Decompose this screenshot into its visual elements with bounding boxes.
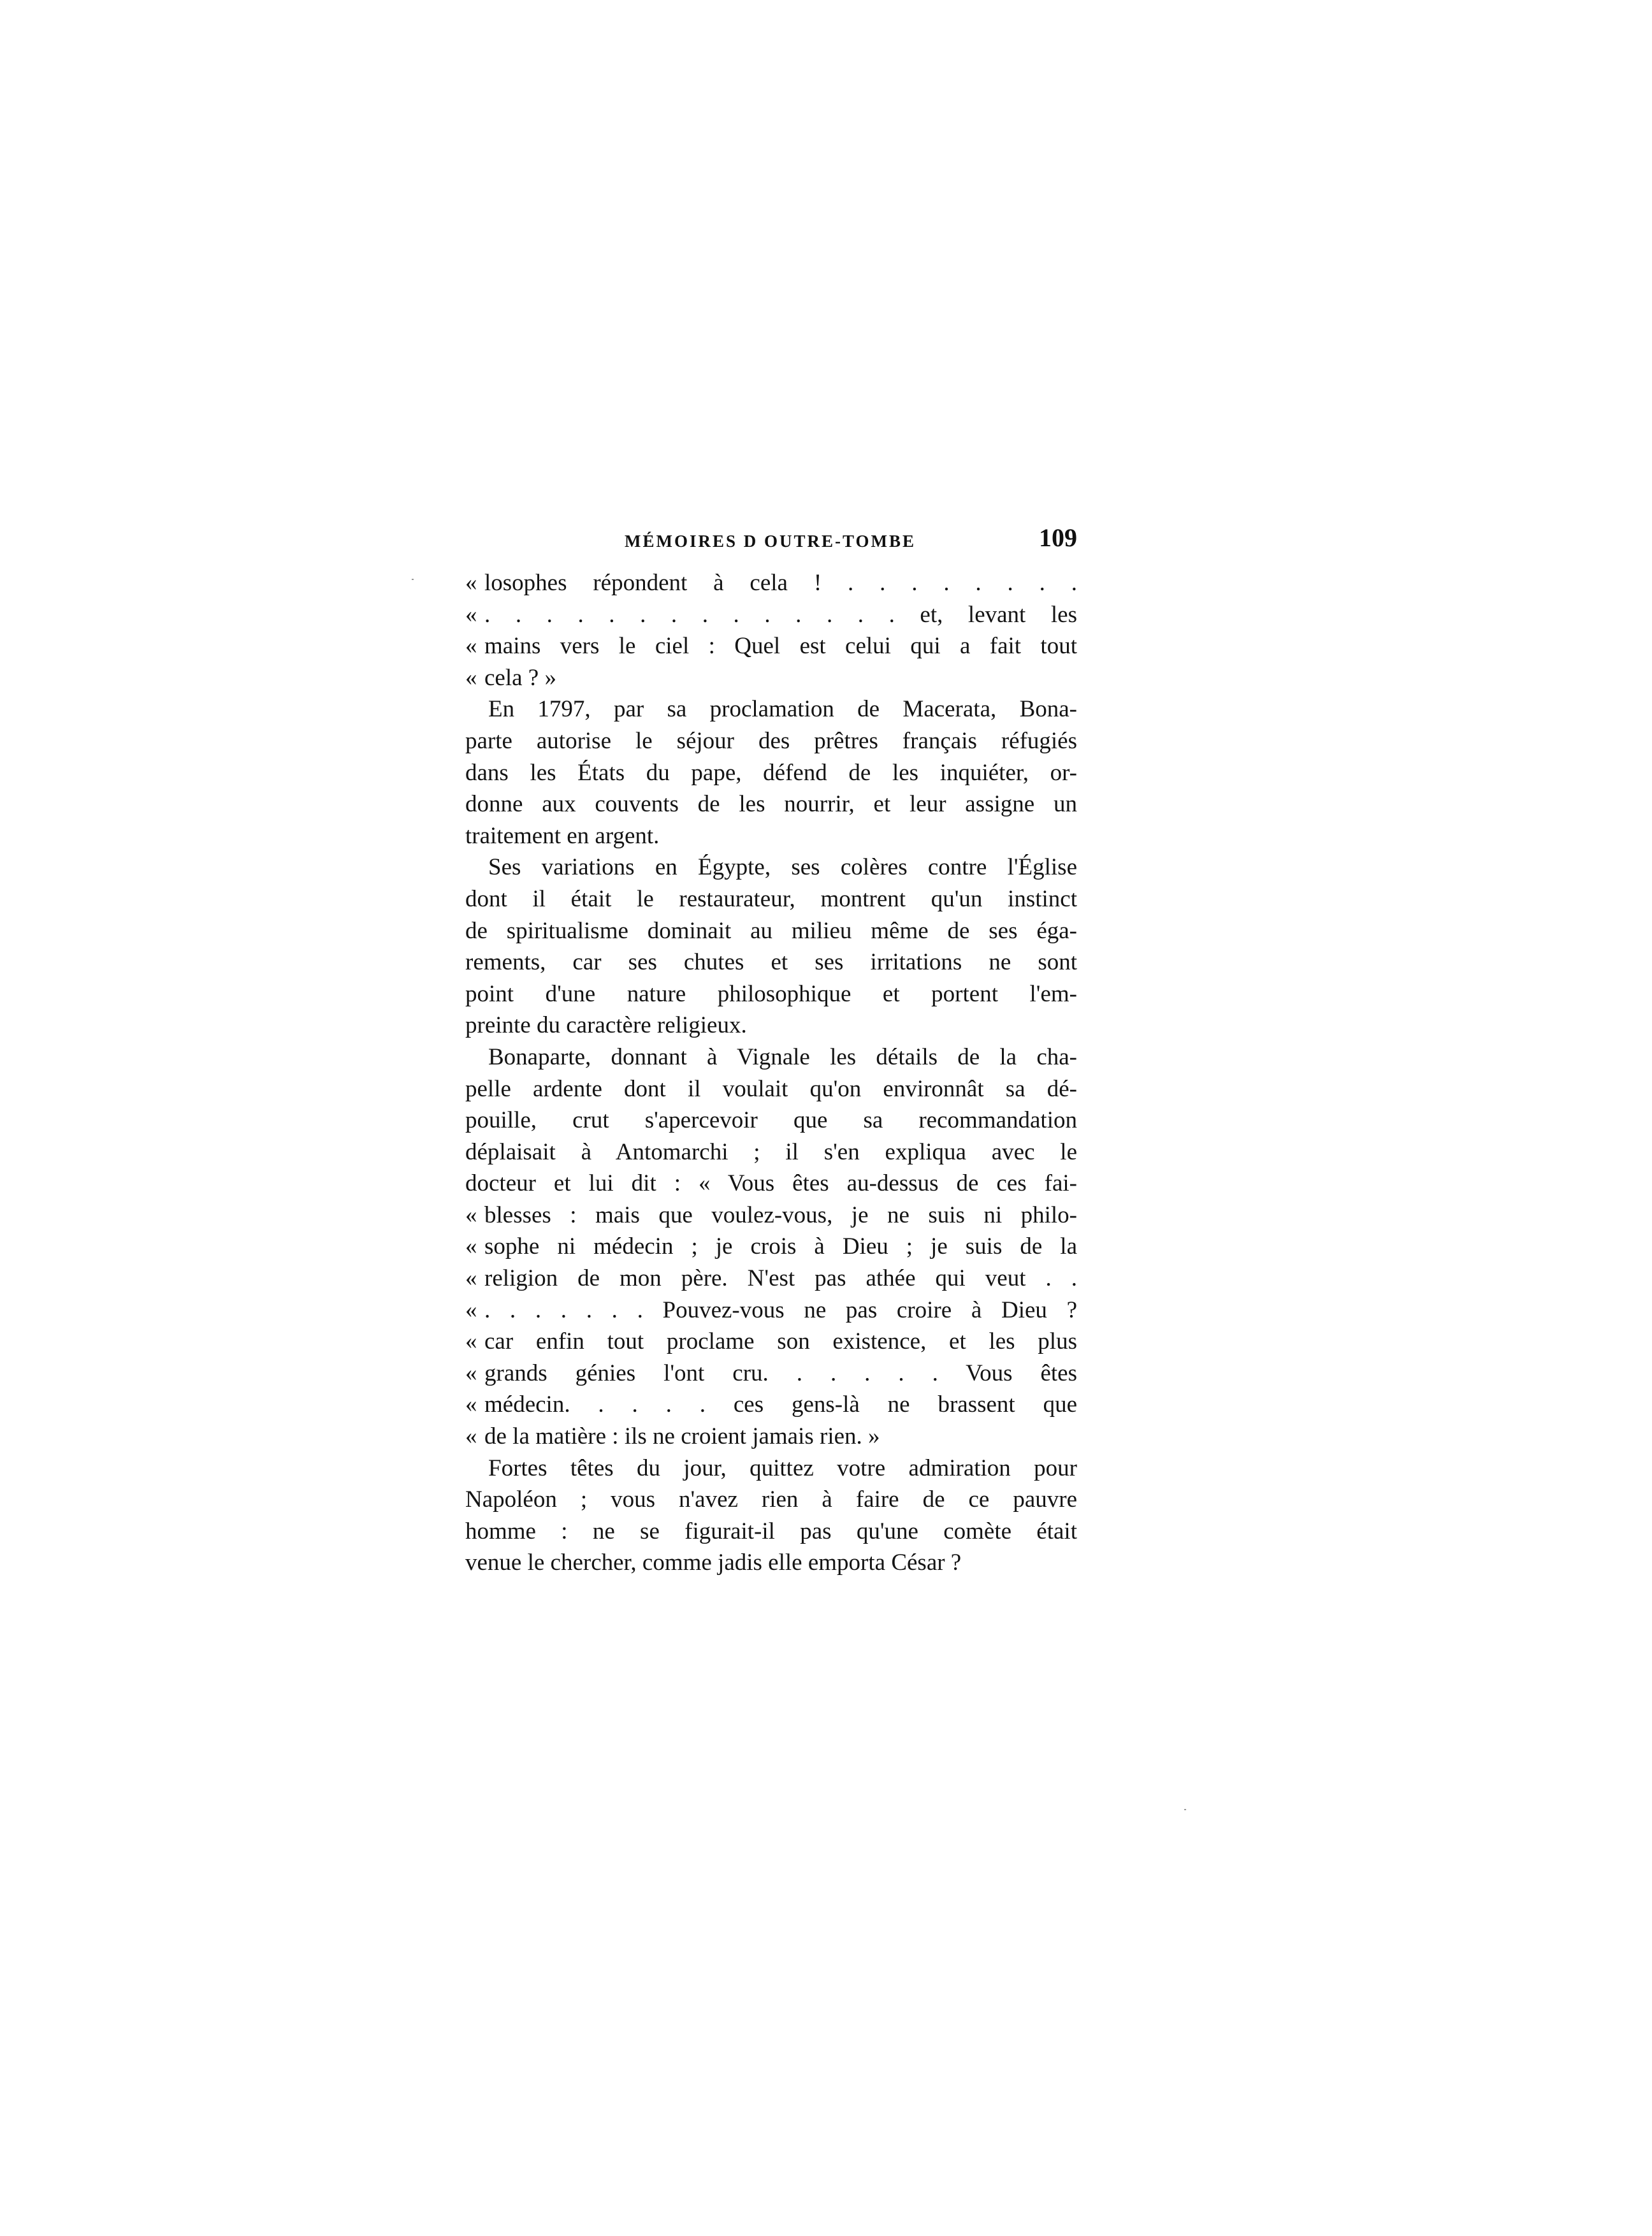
line-text: pouille, crut s'apercevoir que sa recommandation — [465, 1107, 1077, 1134]
line-text: car enfin tout proclame son existence, et les plus — [484, 1328, 1077, 1355]
line-text: . . . . . . . Pouvez-vous ne pas croire à Dieu ? — [484, 1296, 1077, 1323]
line-text: donne aux couvents de les nourrir, et leur assigne un — [465, 791, 1077, 818]
text-line — [465, 693, 1077, 725]
text-line — [465, 1168, 1077, 1200]
line-text: Ses variations en Égypte, ses colères contre l'Église — [488, 854, 1077, 881]
text-line — [465, 567, 1077, 599]
text-line — [465, 599, 1077, 631]
text-line — [465, 757, 1077, 789]
quote-mark: « — [465, 1360, 477, 1386]
line-text: . . . . . . . . . . . . . . et, levant les — [484, 601, 1077, 628]
line-text: médecin. . . . . ces gens-là ne brassent que — [484, 1391, 1077, 1418]
line-text: grands génies l'ont cru. . . . . . Vous êtes — [484, 1360, 1077, 1386]
line-text: cela ? » — [484, 664, 556, 691]
quote-mark: « — [465, 664, 477, 691]
text-line — [465, 1326, 1077, 1358]
line-text: preinte du caractère religieux. — [465, 1012, 747, 1039]
line-text: Fortes têtes du jour, quittez votre admiration pour — [488, 1455, 1077, 1481]
line-text: traitement en argent. — [465, 822, 660, 849]
line-text: En 1797, par sa proclamation de Macerata, Bona- — [488, 696, 1077, 723]
quote-mark: « — [465, 633, 477, 660]
line-text: docteur et lui dit : « Vous êtes au-dessus de ces fai- — [465, 1170, 1077, 1197]
scan-speck — [412, 579, 414, 580]
line-text: dans les États du pape, défend de les inquiéter, or- — [465, 759, 1077, 786]
line-text: religion de mon père. N'est pas athée qui veut . . — [484, 1265, 1077, 1292]
text-line — [465, 1358, 1077, 1390]
text-line — [465, 788, 1077, 820]
line-text: venue le chercher, comme jadis elle emporta César ? — [465, 1550, 962, 1576]
line-text: déplaisait à Antomarchi ; il s'en expliqua avec le — [465, 1138, 1077, 1165]
line-text: pelle ardente dont il voulait qu'on environnât sa dé- — [465, 1075, 1077, 1102]
line-text: dont il était le restaurateur, montrent qu'un instinct — [465, 885, 1077, 912]
text-line — [465, 1389, 1077, 1421]
text-line — [465, 852, 1077, 883]
page-number: 109 — [1039, 523, 1077, 552]
quote-mark: « — [465, 1391, 477, 1418]
line-text: losophes répondent à cela ! . . . . . . . . — [484, 570, 1077, 596]
text-line — [465, 947, 1077, 978]
text-line — [465, 1263, 1077, 1295]
scan-speck — [1184, 1809, 1186, 1810]
text-line — [465, 1200, 1077, 1231]
text-line — [465, 1547, 1077, 1579]
text-line — [465, 1010, 1077, 1042]
text-line — [465, 1295, 1077, 1326]
text-line — [465, 662, 1077, 694]
text-line — [465, 1136, 1077, 1168]
text-line — [465, 1516, 1077, 1548]
line-text: point d'une nature philosophique et portent l'em- — [465, 980, 1077, 1007]
text-line — [465, 1073, 1077, 1105]
text-line — [465, 915, 1077, 947]
line-text: rements, car ses chutes et ses irritations ne sont — [465, 949, 1077, 976]
quote-mark: « — [465, 601, 477, 628]
quote-mark: « — [465, 1328, 477, 1355]
text-line — [465, 1421, 1077, 1453]
body-text — [465, 567, 1077, 1579]
quote-mark: « — [465, 1265, 477, 1292]
text-line — [465, 1042, 1077, 1073]
running-title: MÉMOIRES D OUTRE-TOMBE — [625, 532, 917, 551]
text-line — [465, 1484, 1077, 1516]
line-text: mains vers le ciel : Quel est celui qui a fait tout — [484, 633, 1077, 660]
text-line — [465, 1231, 1077, 1263]
line-text: Bonaparte, donnant à Vignale les détails de la cha- — [488, 1043, 1077, 1070]
page-header — [465, 523, 1077, 561]
line-text: sophe ni médecin ; je crois à Dieu ; je suis de la — [484, 1233, 1077, 1260]
quote-mark: « — [465, 1296, 477, 1323]
line-text: homme : ne se figurait-il pas qu'une comète était — [465, 1518, 1077, 1544]
text-line — [465, 725, 1077, 757]
text-line — [465, 1105, 1077, 1136]
text-line — [465, 978, 1077, 1010]
quote-mark: « — [465, 1233, 477, 1260]
quote-mark: « — [465, 1201, 477, 1228]
line-text: parte autorise le séjour des prêtres français réfugiés — [465, 727, 1077, 754]
quote-mark: « — [465, 570, 477, 596]
line-text: de spiritualisme dominait au milieu même de ses éga- — [465, 917, 1077, 944]
text-line — [465, 883, 1077, 915]
text-line — [465, 630, 1077, 662]
line-text: de la matière : ils ne croient jamais rien. » — [484, 1423, 880, 1450]
text-line — [465, 1453, 1077, 1485]
text-line — [465, 820, 1077, 852]
quote-mark: « — [465, 1423, 477, 1450]
line-text: Napoléon ; vous n'avez rien à faire de ce pauvre — [465, 1486, 1077, 1513]
line-text: blesses : mais que voulez-vous, je ne suis ni philo- — [484, 1201, 1077, 1228]
